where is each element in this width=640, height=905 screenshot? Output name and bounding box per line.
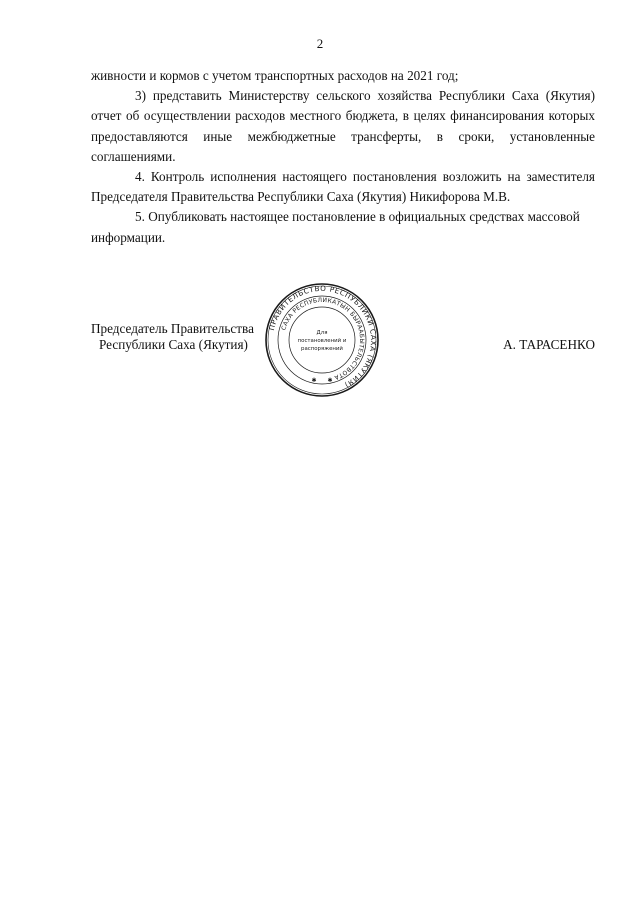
seal-center-line-2: постановлений и (297, 338, 347, 344)
seal-center-line-3: распоряжений (301, 346, 343, 352)
signatory-title-line-2: Республики Саха (Якутия) (99, 337, 248, 352)
paragraph-item-3: 3) представить Министерству сельского хозяйства Республики Саха (Якутия) отчет об осуществлении расходов местного бюджета, в целях финансирования которых предоставляются иные межбюджетные трансферты, в сроки, установленные соглашениями. (91, 88, 595, 164)
seal-inner-text: САХА РЕСПУБЛИКАТЫН БЫРААБЫТЕЛЬСТВОТА (280, 296, 366, 381)
seal-star-icon: ✱ (311, 377, 317, 384)
paragraph-item-5: 5. Опубликовать настоящее постановление в официальных средствах массовой информации. (91, 209, 580, 245)
page-number: 2 (316, 36, 324, 51)
seal-center-line-1: Для (316, 330, 328, 336)
official-seal (264, 282, 380, 398)
paragraph-continuation: живности и кормов с учетом транспортных расходов на 2021 год; (91, 68, 459, 83)
paragraph-item-4: 4. Контроль исполнения настоящего постановления возложить на заместителя Председателя Правительства Республики Саха (Якутия) Никифорова М.В. (91, 169, 595, 205)
seal-outer-text: ПРАВИТЕЛЬСТВО РЕСПУБЛИКИ САХА (ЯКУТИЯ) (266, 283, 379, 391)
seal-star-icon: ✱ (327, 377, 333, 384)
signatory-title-line-1: Председатель Правительства (91, 321, 254, 336)
document-body (91, 66, 595, 248)
signatory-name: А. ТАРАСЕНКО (503, 337, 595, 352)
